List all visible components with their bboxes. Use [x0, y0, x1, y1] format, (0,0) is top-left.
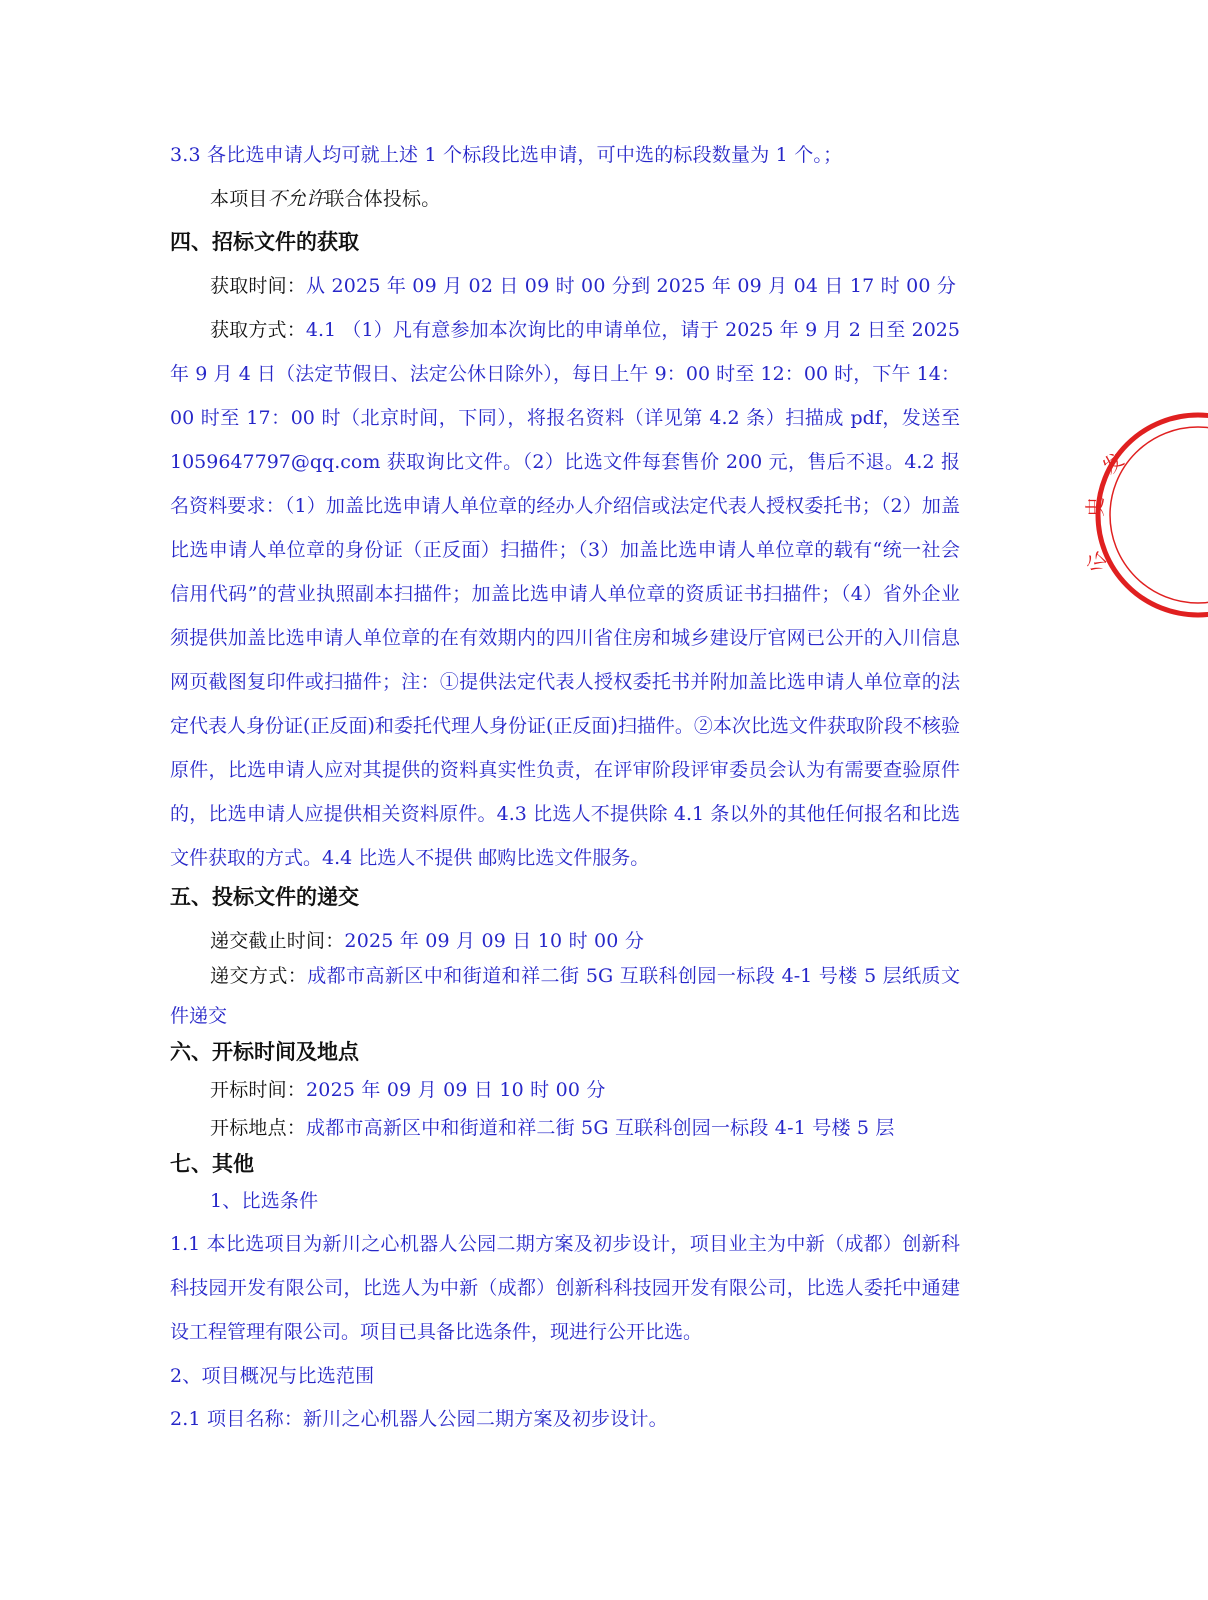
section-5-heading: 五、投标文件的递交: [170, 885, 359, 909]
consortium-italic: 不允许: [267, 188, 326, 210]
open-place-label: 开标地点：: [210, 1117, 307, 1139]
consortium-prefix: 本项目: [210, 188, 268, 210]
consortium-statement: [210, 186, 960, 212]
submit-deadline: [210, 928, 960, 954]
section-4-heading: 四、招标文件的获取: [170, 230, 359, 254]
svg-text:公: 公: [1080, 546, 1112, 578]
acquire-method-text: 4.1 （1）凡有意参加本次询比的申请单位，请于 2025 年 9 月 2 日至 2025 年 9 月 4 日（法定节假日、法定公休日除外），每日上午 9：00 时至 12：00 时，下午 14：00 时至 17：00 时（北京时间，下同），将报名资料（详见第 4.2 条）扫描成 pdf，发送至 1059647797@qq.com 获取询比文件。（2）比选文件每套售价 200 元，售后不退。4.2 报名资料要求：（1）加盖比选申请人单位章的经办人介绍信或法定代表人授权委托书；（2）加盖比选申请人单位章的身份证（正反面）扫描件；（3）加盖比选申请人单位章的载有“统一社会信用代码”的营业执照副本扫描件；加盖比选申请人单位章的资质证书扫描件；（4）省外企业须提供加盖比选申请人单位章的在有效期内的四川省住房和城乡建设厅官网已公开的入川信息网页截图复印件或扫描件；注：①提供法定代表人授权委托书并附加盖比选申请人单位章的法定代表人身份证(正反面)和委托代理人身份证(正反面)扫描件。②本次比选文件获取阶段不核验原件，比选申请人应对其提供的资料真实性负责，在评审阶段评审委员会认为有需要查验原件的，比选申请人应提供相关资料原件。4.3 比选人不提供除 4.1 条以外的其他任何报名和比选文件获取的方式。4.4 比选人不提供 邮购比选文件服务。: [170, 319, 960, 869]
acquire-time-value: 从 2025 年 09 月 02 日 09 时 00 分到 2025 年 09 月 04 日 17 时 00 分: [306, 275, 957, 297]
svg-text:发: 发: [1097, 447, 1129, 479]
submit-method-label: 递交方式：: [210, 965, 308, 987]
clause-3-3: 3.3 各比选申请人均可就上述 1 个标段比选申请，可中选的标段数量为 1 个。；: [170, 144, 843, 166]
consortium-suffix: 联合体投标。: [325, 188, 441, 210]
svg-text:史: 史: [1083, 497, 1107, 517]
subsection-1-title: 1、比选条件: [210, 1190, 319, 1212]
clause-1-1: 1.1 本比选项目为新川之心机器人公园二期方案及初步设计，项目业主为中新（成都）创新科科技园开发有限公司，比选人为中新（成都）创新科科技园开发有限公司，比选人委托中通建设工程管理有限公司。项目已具备比选条件，现进行公开比选。: [170, 1233, 960, 1343]
acquire-method: [170, 308, 960, 888]
submit-deadline-value: 2025 年 09 月 09 日 10 时 00 分: [344, 930, 645, 952]
clause-2-1: 2.1 项目名称：新川之心机器人公园二期方案及初步设计。: [170, 1408, 668, 1430]
red-seal-icon: [1080, 405, 1208, 625]
acquire-time: [210, 273, 960, 299]
open-time-value: 2025 年 09 月 09 日 10 时 00 分: [306, 1079, 606, 1101]
submit-method-value: 成都市高新区中和街道和祥二街 5G 互联科创园一标段 4-1 号楼 5 层纸质文件递交: [170, 965, 960, 1027]
submit-deadline-label: 递交截止时间：: [210, 930, 345, 952]
section-7-heading: 七、其他: [170, 1152, 254, 1176]
section-6-heading: 六、开标时间及地点: [170, 1040, 359, 1064]
open-time-label: 开标时间：: [210, 1079, 307, 1101]
acquire-time-label: 获取时间：: [210, 275, 307, 297]
open-time: [210, 1077, 960, 1103]
submit-method: [170, 956, 960, 1036]
open-place-value: 成都市高新区中和街道和祥二街 5G 互联科创园一标段 4-1 号楼 5 层: [306, 1117, 895, 1139]
open-place: [210, 1115, 960, 1141]
acquire-method-label: 获取方式：: [210, 319, 306, 341]
subsection-2-title: 2、项目概况与比选范围: [170, 1365, 375, 1387]
